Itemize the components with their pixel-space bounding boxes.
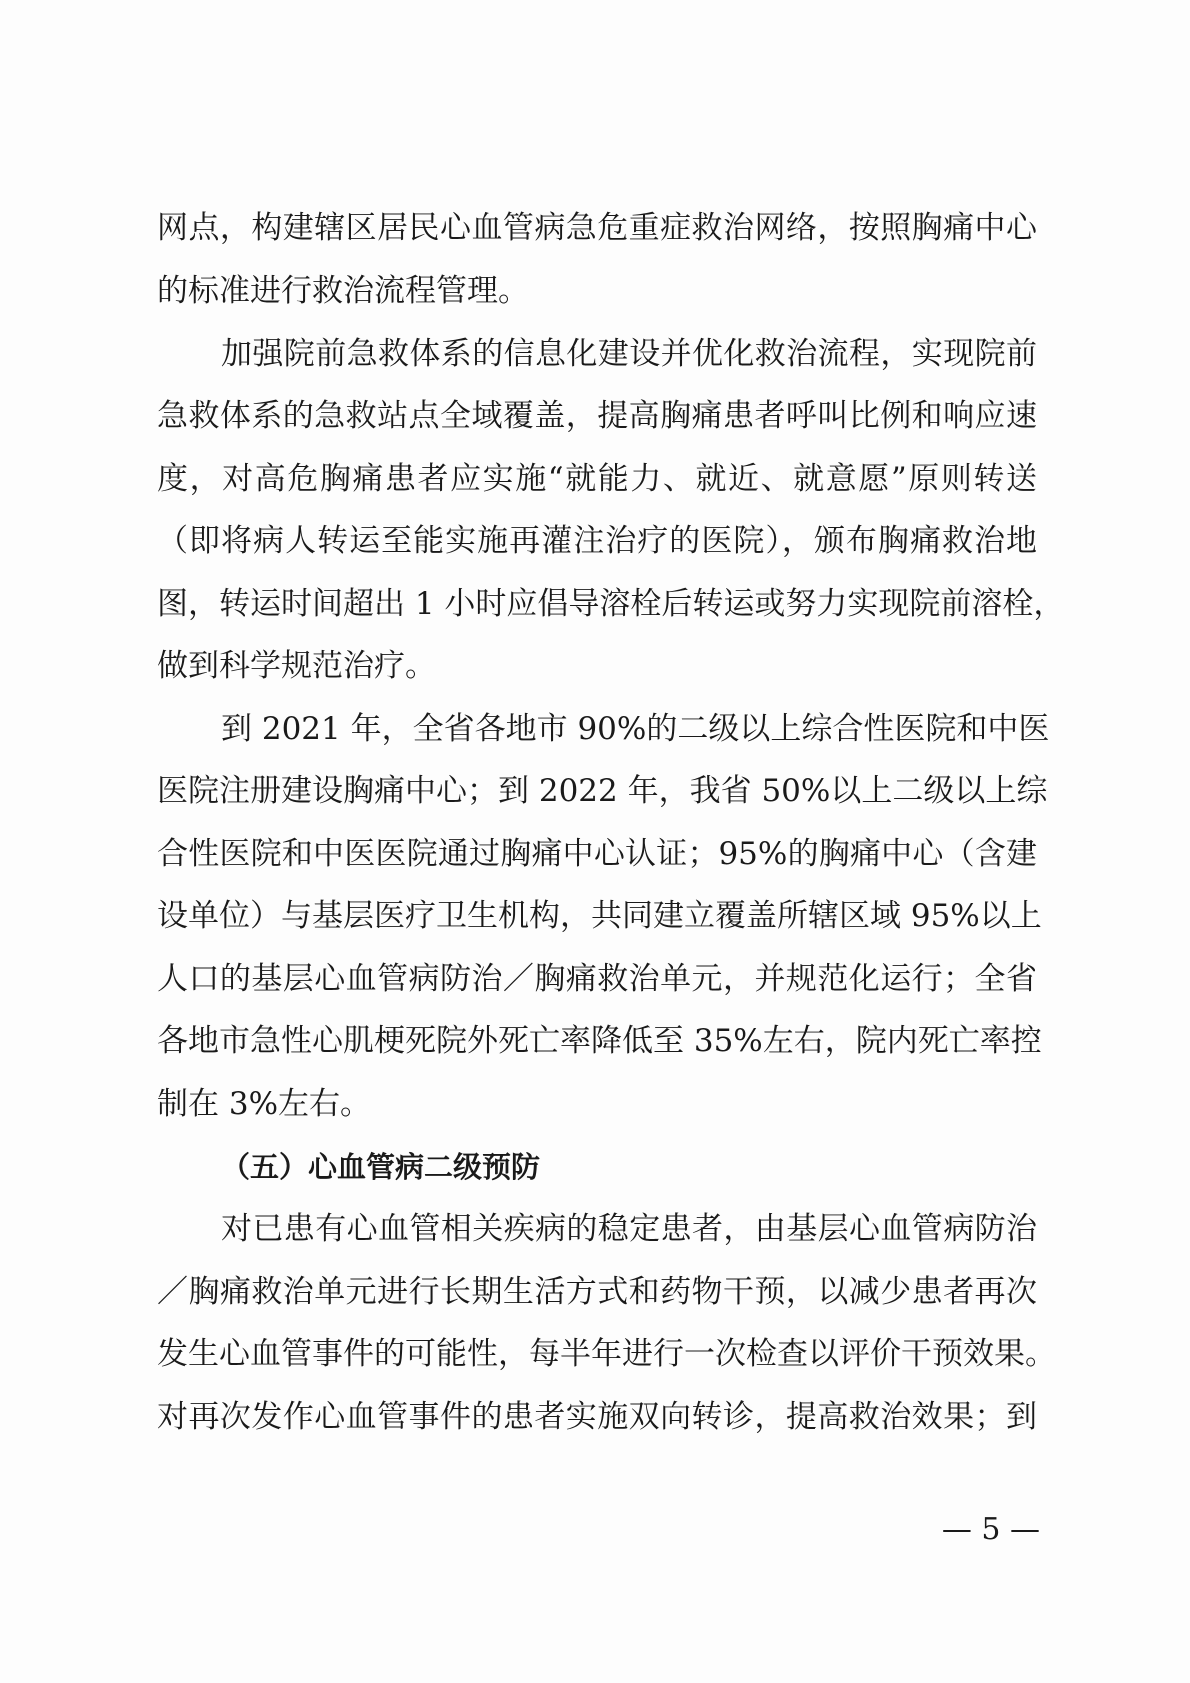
text-line: （即将病人转运至能实施再灌注治疗的医院），颁布胸痛救治地 <box>157 523 1037 559</box>
text-line: 制在 3%左右。 <box>157 1086 372 1122</box>
text-line: 设单位）与基层医疗卫生机构，共同建立覆盖所辖区域 95%以上 <box>157 898 1042 934</box>
text-line: 的标准进行救治流程管理。 <box>157 273 529 309</box>
text-line: 急救体系的急救站点全域覆盖，提高胸痛患者呼叫比例和响应速 <box>157 398 1037 434</box>
text-line: 加强院前急救体系的信息化建设并优化救治流程，实现院前 <box>221 336 1037 372</box>
text-line: 医院注册建设胸痛中心；到 2022 年，我省 50%以上二级以上综 <box>157 773 1048 809</box>
text-line: 对再次发作心血管事件的患者实施双向转诊，提高救治效果；到 <box>157 1399 1037 1435</box>
text-line: 各地市急性心肌梗死院外死亡率降低至 35%左右，院内死亡率控 <box>157 1023 1042 1059</box>
text-line: 度，对高危胸痛患者应实施“就能力、就近、就意愿”原则转送 <box>157 461 1037 497</box>
text-line: 合性医院和中医医院通过胸痛中心认证；95%的胸痛中心（含建 <box>157 836 1037 872</box>
page-number: — 5 — <box>941 1512 1040 1547</box>
text-line: ／胸痛救治单元进行长期生活方式和药物干预，以减少患者再次 <box>157 1274 1037 1310</box>
text-line: 做到科学规范治疗。 <box>157 648 436 684</box>
text-line: 网点，构建辖区居民心血管病急危重症救治网络，按照胸痛中心 <box>157 210 1037 246</box>
section-heading: （五）心血管病二级预防 <box>221 1150 541 1184</box>
text-line: 人口的基层心血管病防治／胸痛救治单元，并规范化运行；全省 <box>157 961 1037 997</box>
text-line: 到 2021 年，全省各地市 90%的二级以上综合性医院和中医 <box>221 711 1050 747</box>
text-line: 对已患有心血管相关疾病的稳定患者，由基层心血管病防治 <box>221 1211 1037 1247</box>
text-line: 发生心血管事件的可能性，每半年进行一次检查以评价干预效果。 <box>157 1336 1056 1372</box>
text-line: 图，转运时间超出 1 小时应倡导溶栓后转运或努力实现院前溶栓， <box>157 586 1065 622</box>
